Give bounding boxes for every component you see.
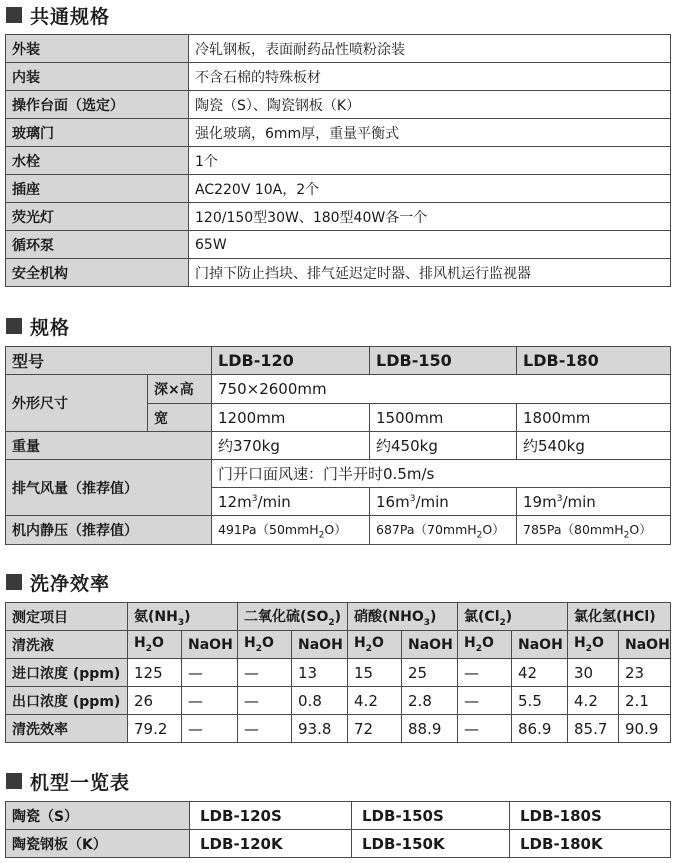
efficiency-cell: —	[238, 687, 292, 715]
liquid-label: 清洗液	[6, 631, 128, 659]
pressure-value: 785Pa（80mmH$_2$O）	[517, 516, 671, 545]
weight-value: 约450kg	[370, 432, 517, 460]
common-value: 120/150型30W、180型40W各一个	[189, 203, 671, 231]
water-header: $H_2O$	[348, 631, 402, 659]
model-code: LDB-180S	[510, 802, 671, 830]
section-models-heading	[6, 766, 130, 796]
section-bullet-icon	[6, 773, 22, 789]
efficiency-cell: —	[458, 659, 512, 687]
efficiency-cell: 42	[512, 659, 568, 687]
gas-header: 氨$(NH_3)$	[128, 603, 238, 631]
efficiency-row-label: 出口浓度 (ppm)	[6, 687, 128, 715]
gas-header: 氯$(Cl_2)$	[458, 603, 568, 631]
efficiency-cell: —	[458, 715, 512, 743]
water-header: $H_2O$	[238, 631, 292, 659]
efficiency-cell: 88.9	[402, 715, 458, 743]
model-name: LDB-150	[370, 347, 517, 375]
efficiency-cell: —	[182, 715, 238, 743]
efficiency-cell: 93.8	[292, 715, 348, 743]
common-value: 强化玻璃，6mm厚，重量平衡式	[189, 119, 671, 147]
efficiency-cell: 15	[348, 659, 402, 687]
gas-header: 二氧化硫$(SO_2)$	[238, 603, 348, 631]
efficiency-cell: 5.5	[512, 687, 568, 715]
efficiency-cell: 4.2	[348, 687, 402, 715]
gas-header: 氯化氢(HCl)	[568, 603, 671, 631]
efficiency-cell: 79.2	[128, 715, 182, 743]
depth-height-value: 750×2600mm	[212, 375, 671, 404]
common-value: 1个	[189, 147, 671, 175]
width-label: 宽	[148, 404, 212, 432]
common-label: 循环泵	[6, 231, 189, 259]
model-code: LDB-150S	[352, 802, 510, 830]
section-spec-heading	[6, 311, 70, 341]
efficiency-cell: 0.8	[292, 687, 348, 715]
depth-height-label: 深×高	[148, 375, 212, 404]
airflow-value: $19m^3/\min$	[517, 488, 671, 516]
airflow-label: 排气风量（推荐值）	[6, 460, 212, 516]
pressure-label: 机内静压（推荐值）	[6, 516, 212, 545]
model-code: LDB-120K	[190, 830, 352, 858]
efficiency-cell: —	[182, 659, 238, 687]
water-header: $H_2O$	[458, 631, 512, 659]
efficiency-cell: 26	[128, 687, 182, 715]
naoh-header: NaOH	[292, 631, 348, 659]
weight-label: 重量	[6, 432, 212, 460]
efficiency-cell: —	[238, 659, 292, 687]
airflow-value: $16m^3/\min$	[370, 488, 517, 516]
common-label: 安全机构	[6, 259, 189, 287]
efficiency-cell: 23	[619, 659, 671, 687]
water-header: $H_2O$	[128, 631, 182, 659]
model-code: LDB-120S	[190, 802, 352, 830]
spec-table	[5, 346, 671, 545]
common-spec-table	[5, 34, 671, 287]
efficiency-row-label: 进口浓度 (ppm)	[6, 659, 128, 687]
material-label: 陶瓷（S）	[6, 802, 190, 830]
section-common-heading	[6, 0, 110, 30]
model-label: 型号	[6, 347, 212, 375]
water-header: $H_2O$	[568, 631, 619, 659]
common-label: 水栓	[6, 147, 189, 175]
weight-value: 约370kg	[212, 432, 370, 460]
models-table	[5, 801, 671, 858]
model-code: LDB-180K	[510, 830, 671, 858]
common-label: 插座	[6, 175, 189, 203]
airflow-value: $12m^3/\min$	[212, 488, 370, 516]
efficiency-cell: 13	[292, 659, 348, 687]
efficiency-cell: 72	[348, 715, 402, 743]
airflow-note: 门开口面风速：门半开时0.5m/s	[212, 460, 671, 488]
efficiency-cell: 2.1	[619, 687, 671, 715]
efficiency-cell: —	[458, 687, 512, 715]
section-bullet-icon	[6, 7, 22, 23]
common-value: 门掉下防止挡块、排气延迟定时器、排风机运行监视器	[189, 259, 671, 287]
efficiency-cell: 90.9	[619, 715, 671, 743]
item-label: 测定项目	[6, 603, 128, 631]
common-label: 玻璃门	[6, 119, 189, 147]
gas-header: 硝酸$(NHO_3)$	[348, 603, 458, 631]
efficiency-cell: 125	[128, 659, 182, 687]
common-label: 操作台面（选定）	[6, 91, 189, 119]
common-value: AC220V 10A，2个	[189, 175, 671, 203]
dims-label: 外形尺寸	[6, 375, 148, 432]
naoh-header: NaOH	[619, 631, 671, 659]
efficiency-cell: 86.9	[512, 715, 568, 743]
efficiency-cell: 25	[402, 659, 458, 687]
section-title: 洗净效率	[30, 572, 111, 595]
width-value: 1200mm	[212, 404, 370, 432]
naoh-header: NaOH	[512, 631, 568, 659]
efficiency-cell: —	[182, 687, 238, 715]
section-efficiency-heading	[6, 567, 110, 597]
width-value: 1500mm	[370, 404, 517, 432]
efficiency-cell: —	[238, 715, 292, 743]
section-title: 规格	[30, 316, 71, 339]
common-value: 冷轧钢板，表面耐药品性喷粉涂装	[189, 35, 671, 63]
common-value: 65W	[189, 231, 671, 259]
efficiency-row-label: 清洗效率	[6, 715, 128, 743]
efficiency-cell: 4.2	[568, 687, 619, 715]
pressure-value: 491Pa（50mmH$_2$O）	[212, 516, 370, 545]
section-title: 机型一览表	[30, 771, 131, 794]
common-value: 不含石棉的特殊板材	[189, 63, 671, 91]
naoh-header: NaOH	[182, 631, 238, 659]
model-code: LDB-150K	[352, 830, 510, 858]
section-title: 共通规格	[30, 5, 111, 28]
efficiency-cell: 85.7	[568, 715, 619, 743]
width-value: 1800mm	[517, 404, 671, 432]
common-label: 内装	[6, 63, 189, 91]
common-value: 陶瓷（S）、陶瓷钢板（K）	[189, 91, 671, 119]
common-label: 外装	[6, 35, 189, 63]
material-label: 陶瓷钢板（K）	[6, 830, 190, 858]
efficiency-table	[5, 602, 671, 743]
efficiency-cell: 30	[568, 659, 619, 687]
common-label: 荧光灯	[6, 203, 189, 231]
model-name: LDB-120	[212, 347, 370, 375]
naoh-header: NaOH	[402, 631, 458, 659]
section-bullet-icon	[6, 318, 22, 334]
efficiency-cell: 2.8	[402, 687, 458, 715]
weight-value: 约540kg	[517, 432, 671, 460]
section-bullet-icon	[6, 574, 22, 590]
pressure-value: 687Pa（70mmH$_2$O）	[370, 516, 517, 545]
model-name: LDB-180	[517, 347, 671, 375]
